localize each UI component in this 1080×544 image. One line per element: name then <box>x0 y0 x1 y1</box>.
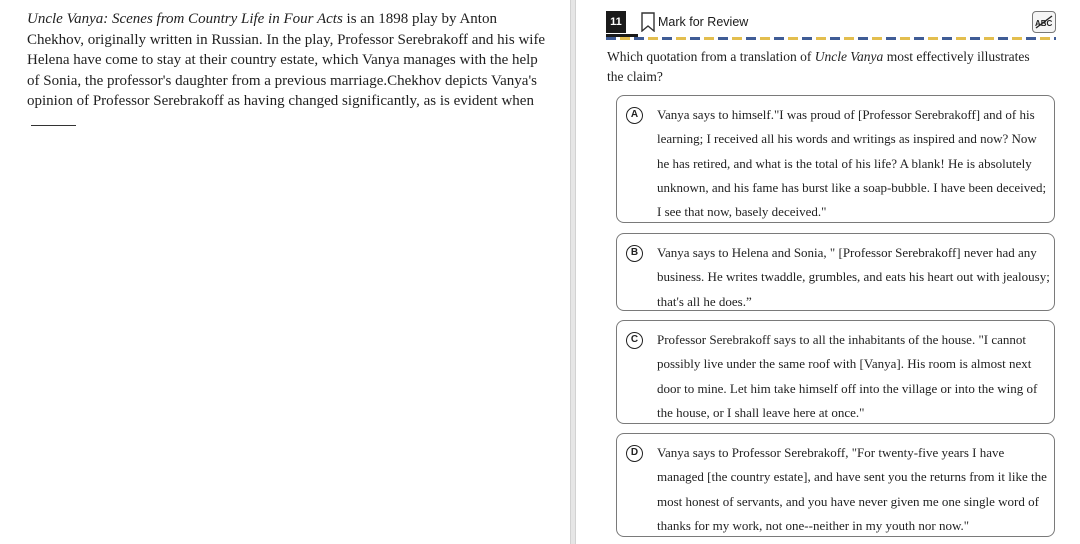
option-c[interactable] <box>616 320 1055 424</box>
question-stem <box>607 47 1047 87</box>
option-d-text: Vanya says to Professor Serebrakoff, "For twenty-five years I have managed [the country estate], and have sent you the returns from it like the most honest of servants, and you have never given me one single word of thanks for my work, not one--neither in my youth nor now." <box>657 445 1047 533</box>
abc-tool-label: ABC <box>1035 19 1053 28</box>
question-header <box>606 11 1056 39</box>
question-pane <box>578 0 1080 544</box>
option-b[interactable] <box>616 233 1055 311</box>
header-dash-divider <box>606 37 1056 40</box>
passage-body: is an 1898 play by Anton Chekhov, originally written in Russian. In the play, Professor Serebrakoff and his wife Helena have come to stay at their country estate, which Vanya manages with the help of Sonia, the professor's daughter from a previous marriage.Chekhov depicts Vanya's opinion of Professor Serebrakoff as having changed significantly, as is evident when <box>27 11 546 110</box>
header-dash-accent <box>606 34 638 37</box>
pane-divider[interactable] <box>570 0 576 544</box>
option-a-text: Vanya says to himself."I was proud of [Professor Serebrakoff] and of his learning; I received all his words and writings as inspired and now? Now he has retired, and what is the total of his life? A blank! He is absolutely unknown, and his fame has burst like a soap-bubble. I have been deceived; I see that now, basely deceived." <box>657 107 1047 220</box>
passage-text <box>27 9 546 133</box>
option-a-letter-icon: A <box>626 107 643 124</box>
option-b-text: Vanya says to Helena and Sonia, " [Professor Serebrakoff] never had any business. He writes twaddle, grumbles, and eats his heart out with jealousy; that's all he does.” <box>657 245 1050 309</box>
strikethrough-abc-icon <box>1033 12 1055 32</box>
option-c-letter-icon: C <box>626 332 643 349</box>
option-a[interactable] <box>616 95 1055 223</box>
stem-italic: Uncle Vanya <box>814 49 884 64</box>
abc-eliminator-button[interactable] <box>1032 11 1056 33</box>
answer-blank <box>31 114 76 126</box>
question-number: 11 <box>606 11 626 33</box>
option-b-letter-icon: B <box>626 245 643 262</box>
option-d[interactable] <box>616 433 1055 537</box>
mark-for-review-button[interactable]: Mark for Review <box>658 15 749 29</box>
option-d-letter-icon: D <box>626 445 643 462</box>
stem-part-1: Which quotation from a translation of <box>607 49 815 64</box>
stem-part-2: most effectively illustrates the claim? <box>607 49 1030 84</box>
bookmark-icon[interactable] <box>640 12 656 32</box>
option-c-text: Professor Serebrakoff says to all the inhabitants of the house. "I cannot possibly live under the same roof with [Vanya]. His room is almost next door to mine. Let him take himself off into the village or into the wing of the house, or I shall leave here at once." <box>657 332 1038 420</box>
passage-title: Uncle Vanya: Scenes from Country Life in Four Acts <box>27 11 343 27</box>
